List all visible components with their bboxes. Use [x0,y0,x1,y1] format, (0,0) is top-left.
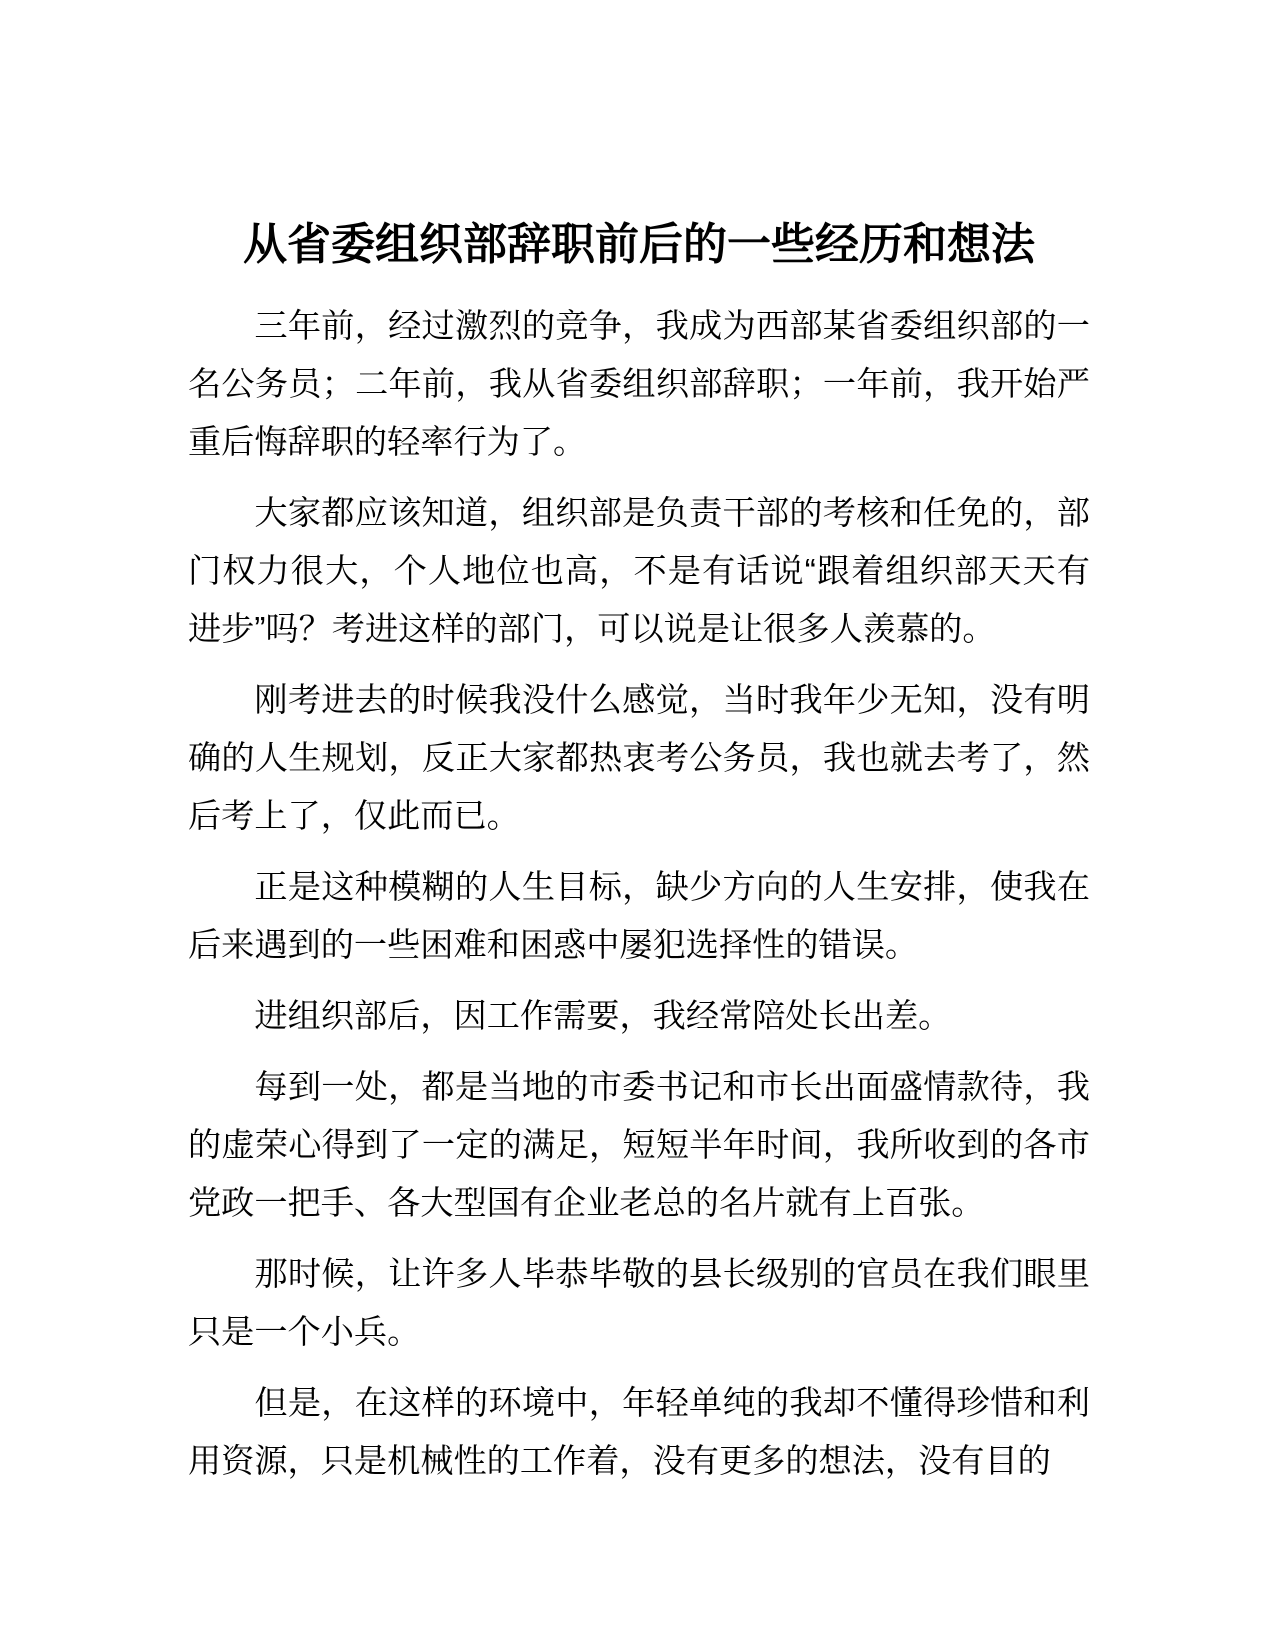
paragraph-2: 大家都应该知道，组织部是负责干部的考核和任免的，部门权力很大，个人地位也高，不是有话说“跟着组织部天天有进步”吗？考进这样的部门，可以说是让很多人羡慕的。 [188,495,1090,648]
paragraph-1: 三年前，经过激烈的竞争，我成为西部某省委组织部的一名公务员；二年前，我从省委组织部辞职；一年前，我开始严重后悔辞职的轻率行为了。 [188,308,1090,461]
paragraph-6: 每到一处，都是当地的市委书记和市长出面盛情款待，我的虚荣心得到了一定的满足，短短半年时间，我所收到的各市党政一把手、各大型国有企业老总的名片就有上百张。 [188,1069,1090,1222]
paragraph-7: 那时候，让许多人毕恭毕敬的县长级别的官员在我们眼里只是一个小兵。 [188,1256,1090,1351]
paragraph-4: 正是这种模糊的人生目标，缺少方向的人生安排，使我在后来遇到的一些困难和困惑中屡犯选择性的错误。 [188,869,1090,964]
document-title: 从省委组织部辞职前后的一些经历和想法 [243,220,1035,269]
paragraph-8: 但是，在这样的环境中，年轻单纯的我却不懂得珍惜和利用资源，只是机械性的工作着，没有更多的想法，没有目的 [188,1385,1090,1480]
paragraph-3: 刚考进去的时候我没什么感觉，当时我年少无知，没有明确的人生规划，反正大家都热衷考公务员，我也就去考了，然后考上了，仅此而已。 [188,682,1090,835]
paragraph-5: 进组织部后，因工作需要，我经常陪处长出差。 [254,998,952,1035]
